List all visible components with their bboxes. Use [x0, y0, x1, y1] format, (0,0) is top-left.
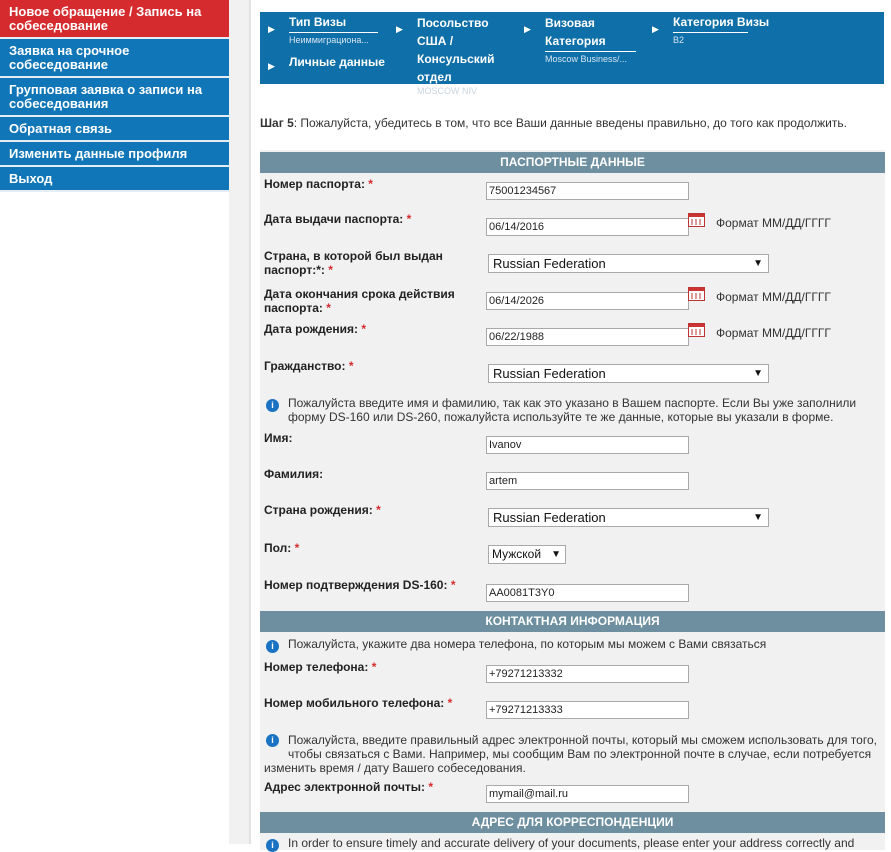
sidebar-item-logout[interactable]: Выход: [0, 167, 229, 192]
passport-number-label: [264, 177, 478, 191]
sidebar-item-edit-profile[interactable]: Изменить данные профиля: [0, 142, 229, 167]
ds160-field[interactable]: AA0081T3Y0: [486, 584, 689, 602]
sidebar-item-feedback[interactable]: Обратная связь: [0, 117, 229, 142]
label-text: Номер паспорта:: [264, 177, 365, 191]
step-instructions: [260, 116, 847, 130]
info-icon: i: [266, 734, 279, 747]
citizenship-select[interactable]: [488, 364, 769, 383]
required-marker: *: [371, 660, 377, 674]
chevron-down-icon: ▼: [753, 258, 763, 269]
info-icon: i: [266, 839, 279, 852]
email-info-note: [264, 733, 884, 775]
first-name-label: Имя:: [264, 431, 293, 445]
step-title: Визовая Категория: [545, 14, 636, 52]
calendar-icon[interactable]: [688, 287, 705, 301]
select-value: Мужской: [492, 547, 542, 561]
step-number: Шаг 5: [260, 116, 294, 130]
required-marker: *: [326, 301, 331, 315]
step-value: B2: [673, 35, 685, 45]
label-text: Дата рождения:: [264, 322, 359, 336]
section-heading-address: АДРЕС ДЛЯ КОРРЕСПОНДЕНЦИИ: [260, 812, 885, 833]
birth-date-label: [264, 322, 478, 336]
step-text: : Пожалуйста, убедитесь в том, что все Ваши данные введены правильно, до того как продолжить.: [293, 116, 847, 130]
date-format-hint: Формат ММ/ДД/ГГГГ: [716, 326, 831, 340]
required-marker: *: [376, 503, 381, 517]
required-marker: *: [348, 359, 354, 373]
step-visa-category[interactable]: [524, 14, 644, 64]
select-value: Russian Federation: [493, 366, 606, 381]
step-visa-class[interactable]: [652, 14, 772, 45]
label-text: Номер телефона:: [264, 660, 369, 674]
step-title: Тип Визы: [289, 14, 378, 33]
step-title: Личные данные: [289, 55, 385, 69]
progress-steps: [260, 12, 884, 84]
chevron-down-icon: ▼: [753, 368, 763, 379]
expiry-date-field[interactable]: 06/14/2026: [486, 292, 689, 310]
required-marker: *: [447, 696, 453, 710]
step-value: Moscow Business/...: [545, 54, 628, 64]
label-text: Гражданство:: [264, 359, 346, 373]
calendar-icon[interactable]: [688, 213, 705, 227]
name-info-note: [264, 396, 874, 424]
label-text: Страна, в которой был выдан паспорт:*:: [264, 249, 443, 277]
gutter: [229, 0, 249, 844]
ds160-label: [264, 578, 484, 592]
required-marker: *: [428, 780, 434, 794]
last-name-label: Фамилия:: [264, 467, 324, 481]
sidebar-item-new-appointment[interactable]: Новое обращение / Запись на собеседование: [0, 0, 229, 39]
arrow-right-icon: ▶: [268, 24, 275, 34]
label-text: Дата выдачи паспорта:: [264, 212, 404, 226]
issue-date-label: [264, 212, 478, 226]
sidebar-menu: [0, 0, 229, 192]
email-label: [264, 780, 478, 794]
sidebar-item-expedited[interactable]: Заявка на срочное собеседование: [0, 39, 229, 78]
info-text: Пожалуйста, введите правильный адрес электронной почты, который мы сможем использовать для того,: [288, 733, 877, 747]
arrow-right-icon: ▶: [268, 61, 275, 71]
step-value: Неиммиграциона...: [289, 35, 369, 45]
first-name-field[interactable]: Ivanov: [486, 436, 689, 454]
required-marker: *: [361, 322, 367, 336]
passport-number-field[interactable]: 75001234567: [486, 182, 689, 200]
address-info-note: [264, 836, 864, 852]
chevron-down-icon: ▼: [753, 512, 763, 523]
arrow-right-icon: ▶: [396, 24, 403, 34]
birth-date-field[interactable]: 06/22/1988: [486, 328, 689, 346]
select-value: Russian Federation: [493, 510, 606, 525]
step-title: Посольство США / Консульский отдел: [417, 16, 495, 84]
label-text: Номер мобильного телефона:: [264, 696, 445, 710]
label-text: Пол:: [264, 541, 292, 555]
required-marker: *: [450, 578, 456, 592]
info-text: In order to ensure timely and accurate delivery of your documents, please enter your address correctly and: [288, 836, 855, 850]
gender-select[interactable]: [488, 545, 566, 564]
label-text: Номер подтверждения DS-160:: [264, 578, 448, 592]
calendar-icon[interactable]: [688, 323, 705, 337]
phone-field[interactable]: +79271213332: [486, 665, 689, 683]
application-form: [260, 150, 885, 850]
label-text: Страна рождения:: [264, 503, 373, 517]
label-text: Адрес электронной почты:: [264, 780, 426, 794]
required-marker: *: [368, 177, 373, 191]
required-marker: *: [294, 541, 300, 555]
step-title: Категория Визы: [673, 14, 748, 33]
email-field[interactable]: mymail@mail.ru: [486, 785, 689, 803]
sidebar-item-group[interactable]: Групповая заявка о записи на собеседования: [0, 78, 229, 117]
gender-label: [264, 541, 478, 555]
step-consulate-value: MOSCOW NIV: [417, 86, 477, 96]
info-text: Пожалуйста, укажите два номера телефона, по которым мы можем с Вами связаться: [288, 637, 767, 651]
expiry-date-label: [264, 287, 478, 315]
issue-country-label: [264, 249, 478, 277]
section-heading-contact: КОНТАКТНАЯ ИНФОРМАЦИЯ: [260, 611, 885, 632]
arrow-right-icon: ▶: [524, 24, 531, 34]
phone-info-note: [264, 637, 864, 653]
info-text: чтобы связаться с Вами. Например, мы сообщим Вам по электронной почте в случае, если потребуется: [288, 747, 872, 761]
info-icon: i: [266, 640, 279, 653]
phone-label: [264, 660, 478, 674]
label-text: Дата окончания срока действия паспорта:: [264, 287, 455, 315]
birth-country-label: [264, 503, 478, 517]
divider: [249, 0, 251, 844]
step-visa-type[interactable]: [268, 14, 378, 45]
issue-country-select[interactable]: [488, 254, 769, 273]
step-personal[interactable]: [268, 54, 398, 72]
required-marker: *: [406, 212, 412, 226]
citizenship-label: [264, 359, 478, 373]
info-text: изменить время / дату Вашего собеседования.: [264, 761, 526, 775]
info-text: Пожалуйста введите имя и фамилию, так как это указано в Вашем паспорте. Если Вы уже заполнили форму DS-160 или DS-260, пожалуйста используйте те же данные, которые вы указали в форме.: [288, 396, 857, 424]
date-format-hint: Формат ММ/ДД/ГГГГ: [716, 290, 831, 304]
mobile-label: [264, 696, 478, 710]
select-value: Russian Federation: [493, 256, 606, 271]
date-format-hint: Формат ММ/ДД/ГГГГ: [716, 216, 831, 230]
last-name-field[interactable]: artem: [486, 472, 689, 490]
chevron-down-icon: ▼: [551, 549, 561, 560]
arrow-right-icon: ▶: [652, 24, 659, 34]
step-consulate[interactable]: [396, 14, 506, 87]
required-marker: *: [328, 263, 333, 277]
mobile-field[interactable]: +79271213333: [486, 701, 689, 719]
issue-date-field[interactable]: 06/14/2016: [486, 218, 689, 236]
birth-country-select[interactable]: [488, 508, 769, 527]
section-heading-passport: ПАСПОРТНЫЕ ДАННЫЕ: [260, 152, 885, 173]
info-icon: i: [266, 399, 279, 412]
